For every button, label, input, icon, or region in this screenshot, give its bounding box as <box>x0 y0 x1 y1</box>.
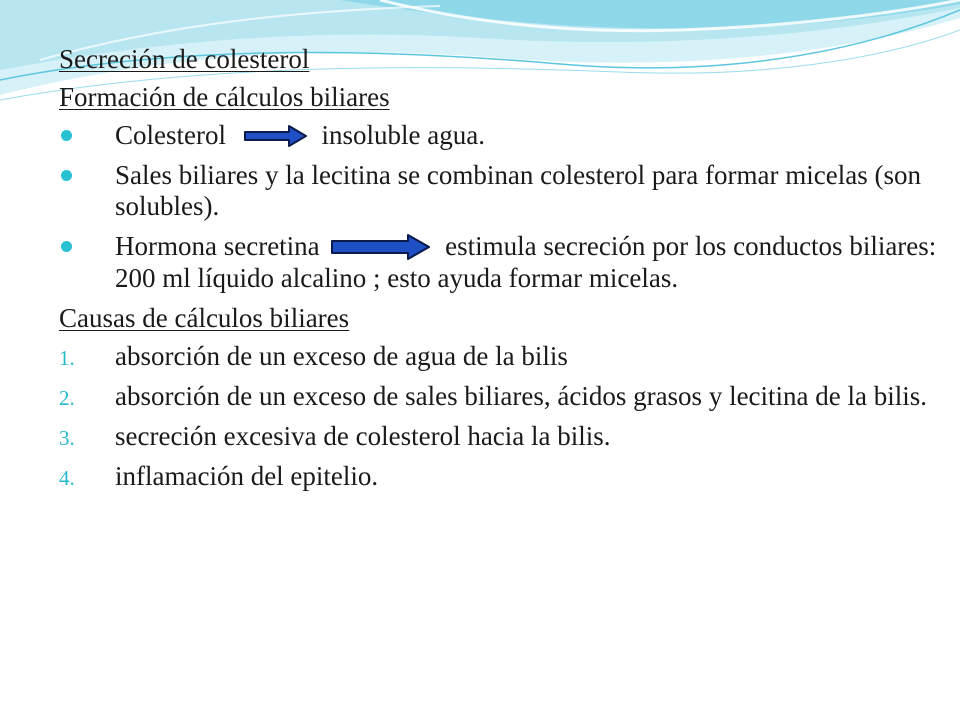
bullet-item-hormona-secretina <box>59 231 939 294</box>
bullet-text-after: estimula secreción por los conductos biliares: 200 ml líquido alcalino ; esto ayuda formar micelas. <box>115 231 937 293</box>
bullet-text-before: Hormona secretina <box>115 231 320 261</box>
cause-text: inflamación del epitelio. <box>115 460 379 491</box>
cause-text: secreción excesiva de colesterol hacia la bilis. <box>115 420 611 451</box>
bullet-item-colesterol <box>59 120 939 151</box>
cause-item-2 <box>59 381 939 412</box>
list-number: 3. <box>59 425 75 450</box>
heading-secrecion-colesterol: Secreción de colesterol <box>59 44 310 74</box>
cause-item-4 <box>59 461 939 492</box>
cause-item-1 <box>59 341 939 372</box>
bullet-dot-icon <box>61 170 72 181</box>
cause-text: absorción de un exceso de sales biliares, ácidos grasos y lecitina de la bilis. <box>115 380 928 411</box>
bullet-text: Sales biliares y la lecitina se combinan colesterol para formar micelas (son solubles). <box>115 160 921 221</box>
heading-causas-calculos: Causas de cálculos biliares <box>59 302 350 333</box>
bullet-text-before: Colesterol <box>115 120 226 150</box>
list-number: 4. <box>59 465 75 490</box>
cause-item-3 <box>59 421 939 452</box>
list-number: 1. <box>59 345 75 370</box>
cause-text: absorción de un exceso de agua de la bilis <box>115 340 568 371</box>
right-arrow-icon <box>330 233 432 261</box>
bullet-text-after: insoluble agua. <box>321 120 485 150</box>
bullet-dot-icon <box>61 130 72 141</box>
slide-content <box>59 44 939 501</box>
right-arrow-icon <box>243 124 309 148</box>
list-number: 2. <box>59 385 75 410</box>
bullet-dot-icon <box>61 241 72 252</box>
bullet-item-sales-biliares <box>59 160 939 222</box>
heading-formacion-calculos: Formación de cálculos biliares <box>59 82 390 112</box>
